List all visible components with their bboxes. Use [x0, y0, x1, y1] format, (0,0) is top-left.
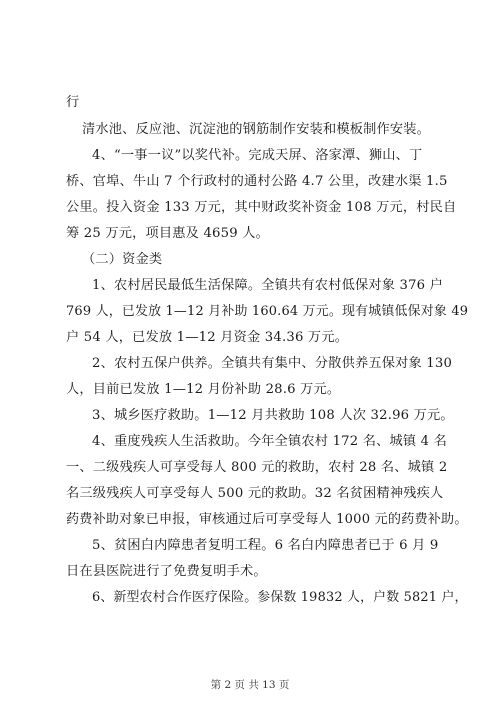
- text-line: 5、贫困白内障患者复明工程。6 名白内障患者已于 6 月 9: [92, 538, 439, 553]
- text-line: 筹 25 万元，项目惠及 4659 人。: [66, 226, 269, 241]
- section-heading: （二）资金类: [82, 252, 163, 267]
- text-line: 药费补助对象已申报，审核通过后可享受每人 1000 元的药费补助。: [66, 512, 468, 527]
- text-line: 769 人，已发放 1—12 月补助 160.64 万元。现有城镇低保对象 49: [66, 304, 469, 319]
- text-line: 3、城乡医疗救助。1—12 月共救助 108 人次 32.96 万元。: [92, 408, 454, 423]
- text-line: 户 54 人，已发放 1—12 月资金 34.36 万元。: [66, 330, 349, 345]
- text-line: 日在县医院进行了免费复明手术。: [66, 564, 267, 579]
- text-line: 6、新型农村合作医疗保险。参保数 19832 人，户数 5821 户，: [92, 590, 468, 605]
- text-line: 2、农村五保户供养。全镇共有集中、分散供养五保对象 130: [92, 356, 453, 371]
- text-line: 4、重度残疾人生活救助。今年全镇农村 172 名、城镇 4 名: [92, 434, 448, 449]
- text-line: 清水池、反应池、沉淀池的钢筋制作安装和模板制作安装。: [82, 122, 431, 137]
- text-line: 人，目前已发放 1—12 月份补助 28.6 万元。: [66, 382, 341, 397]
- text-line: 桥、官埠、牛山 7 个行政村的通村公路 4.7 公里，改建水渠 1.5: [66, 174, 448, 189]
- text-line: 行: [66, 95, 80, 110]
- page-footer: 第 2 页 共 13 页: [210, 679, 290, 691]
- text-line: 一、二级残疾人可享受每人 800 元的救助，农村 28 名、城镇 2: [66, 460, 448, 475]
- text-line: 4、“一事一议”以奖代补。完成天屏、洛家潭、狮山、丁: [92, 148, 423, 163]
- text-line: 1、农村居民最低生活保障。全镇共有农村低保对象 376 户: [92, 278, 444, 293]
- text-line: 公里。投入资金 133 万元，其中财政奖补资金 108 万元，村民自: [66, 200, 457, 215]
- text-line: 名三级残疾人可享受每人 500 元的救助。32 名贫困精神残疾人: [66, 486, 444, 501]
